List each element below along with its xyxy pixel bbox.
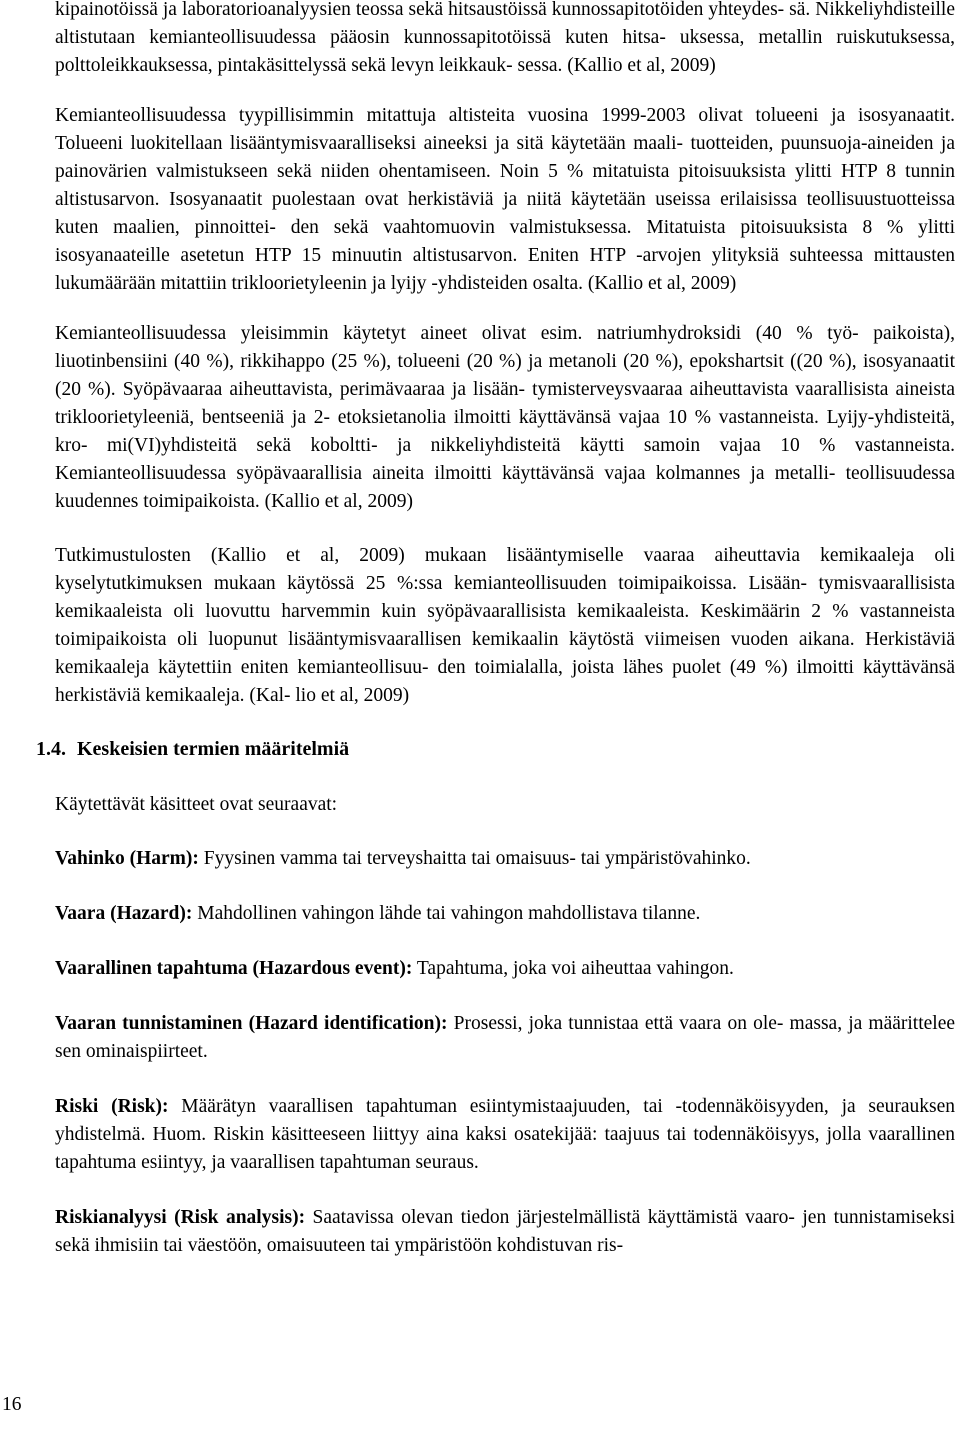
definition-term: Riski (Risk):: [55, 1096, 169, 1117]
definition-term: Vahinko (Harm):: [55, 848, 199, 869]
text-line: kipainotöissä ja laboratorioanalyysien teossa sekä hitsaustöissä kunnossapitotöiden yhteydes-: [55, 0, 785, 20]
definition-hazard: [55, 900, 955, 928]
definition-text: ja seurauksen yhdistelmä. Huom. Riskin käsitteeseen liittyy aina kaksi osatekijää: taajuus tai: [55, 1096, 956, 1145]
text-line: uksessa, metallin ruiskutuksessa, polttoleikkauksessa, pintakäsittelyssä sekä levyn leikkauk-: [55, 27, 956, 76]
paragraph-3: [55, 320, 955, 516]
document-page: [36, 0, 956, 1260]
text-line: teollisuudessa kuudennes toimipaikoista. (Kallio et al, 2009): [55, 463, 956, 512]
text-line: oli kyselytutkimuksen mukaan käytössä 25 %:ssa kemianteollisuuden toimipaikoissa. Lisään-: [55, 545, 955, 594]
definition-text: Fyysinen vamma tai terveyshaitta tai omaisuus- tai ympäristövahinko.: [203, 848, 751, 869]
definition-hazardous-event: [55, 955, 955, 983]
text-line: 5 % mitatuista pitoisuuksista ylitti HTP 8 tunnin altistusarvon. Isosyanaatit puolestaan ovat: [55, 161, 955, 210]
definition-text: Määrätyn vaarallisen tapahtuman esiintymistaajuuden, tai -todennäköisyyden,: [181, 1096, 829, 1117]
text-line: lio et al, 2009): [295, 685, 410, 706]
page-number: 16: [2, 1394, 22, 1415]
definition-term: Vaarallinen tapahtuma (Hazardous event):: [55, 958, 413, 979]
definition-term: Vaara (Hazard):: [55, 903, 193, 924]
text-line: etoksietanolia ilmoitti käyttävänsä vajaa 10 % vastanneista. Lyijy-yhdisteitä, kro-: [55, 407, 955, 456]
text-line: Kemianteollisuudessa tyypillisimmin mitattuja altisteita vuosina 1999-2003 olivat tolueeni ja: [55, 105, 846, 126]
text-line: mi(VI)yhdisteitä sekä koboltti- ja nikkeliyhdisteitä käytti samoin vajaa 10 % vastanneista.: [106, 435, 956, 456]
text-line: tuotteiden, puunsuoja-aineiden ja painovärien valmistukseen sekä niiden ohentamiseen. Noin: [55, 133, 956, 182]
definition-harm: [55, 845, 955, 873]
paragraph-2: [55, 102, 955, 298]
definition-text: todennäköisyys, jolla vaarallinen tapahtuma esiintyy, ja vaarallisen tapahtuman seuraus.: [55, 1124, 955, 1173]
text-line: herkistäviä ja niitä käytetään useissa erilaisissa teollisuustuotteissa kuten maalien, pinnoittei-: [55, 189, 955, 238]
definition-text: massa, ja määrittelee sen ominaispiirteet.: [55, 1013, 956, 1062]
text-line: paikoista), liuotinbensiini (40 %), rikkihappo (25 %), tolueeni (20 %) ja metanoli (20 %),: [55, 323, 956, 372]
section-number: 1.4.: [36, 738, 66, 760]
definition-term: Vaaran tunnistaminen (Hazard identification):: [55, 1013, 448, 1034]
text-line: Tutkimustulosten (Kallio et al, 2009) mukaan lisääntymiselle vaaraa aiheuttavia kemikaaleja: [55, 545, 915, 566]
definition-text: jen tunnistamiseksi sekä ihmisiin tai väestöön, omaisuuteen tai ympäristöön kohdistuvan ris-: [55, 1207, 956, 1256]
text-line: tymisterveysvaaraa aiheuttavista vaarallisista aineista trikloorietyleeniä, bentseeniä ja 2-: [55, 379, 956, 428]
text-line: käytöstä viimeisen vuoden aikana. Herkistäviä kemikaaleja käytettiin eniten kemianteollisuu-: [55, 629, 955, 678]
definition-text: Prosessi, joka tunnistaa että vaara on ole-: [453, 1013, 784, 1034]
text-line: sessa. (Kallio et al, 2009): [517, 55, 716, 76]
section-title: Keskeisien termien määritelmiä: [77, 738, 350, 760]
definition-text: Tapahtuma, joka voi aiheuttaa vahingon.: [416, 958, 734, 979]
paragraph-4: [55, 542, 955, 710]
definition-text: Saatavissa olevan tiedon järjestelmällistä käyttämistä vaaro-: [312, 1207, 795, 1228]
definition-text: Mahdollinen vahingon lähde tai vahingon mahdollistava tilanne.: [197, 903, 701, 924]
text-line: isosyanaatit. Tolueeni luokitellaan lisääntymisvaaralliseksi aineeksi ja sitä käytetään maali-: [55, 105, 955, 154]
section-heading: [36, 735, 955, 763]
text-line: lukumäärään mitattiin trikloorietyleenin ja lyijy -yhdisteiden osalta. (Kallio et al, 2009): [55, 273, 737, 294]
definition-term: Riskianalyysi (Risk analysis):: [55, 1207, 306, 1228]
text-line: Kemianteollisuudessa yleisimmin käytetyt aineet olivat esim. natriumhydroksidi (40 % työ-: [55, 323, 859, 344]
text-line: Kemianteollisuudessa syöpävaarallisia aineita ilmoitti käyttävänsä vajaa kolmannes ja metalli-: [55, 463, 836, 484]
text-line: asetetun HTP 15 minuutin altistusarvon. Eniten HTP -arvojen ylityksiä suhteessa mittausten: [180, 245, 956, 266]
text-line: den sekä vaahtomuovin valmistuksessa. Mitatuista pitoisuuksista 8 % ylitti isosyanaateille: [55, 217, 955, 266]
text-line: tymisvaarallisista kemikaaleista oli luovuttu harvemmin kuin syöpävaarallisista kemikaaleista.: [55, 573, 955, 622]
text-line: den toimialalla, joista lähes puolet (49 %) ilmoitti käyttävänsä herkistäviä kemikaaleja. (Kal-: [55, 657, 956, 706]
text-line: Keskimäärin 2 % vastanneista toimipaikoista oli luopunut lisääntymisvaarallisen kemikaalin: [55, 601, 956, 650]
definition-risk-analysis: [55, 1204, 955, 1260]
paragraph-1: [55, 0, 955, 80]
text-line: epokshartsit ((20 %), isosyanaatit (20 %). Syöpävaaraa aiheuttavista, perimävaaraa ja lisään-: [55, 351, 956, 400]
definition-risk: [55, 1093, 955, 1177]
definitions-intro: Käytettävät käsitteet ovat seuraavat:: [55, 794, 338, 815]
definition-hazard-identification: [55, 1010, 955, 1066]
text-line: sä. Nikkeliyhdisteille altistutaan kemianteollisuudessa pääosin kunnossapitotöissä kuten hitsa-: [55, 0, 955, 48]
